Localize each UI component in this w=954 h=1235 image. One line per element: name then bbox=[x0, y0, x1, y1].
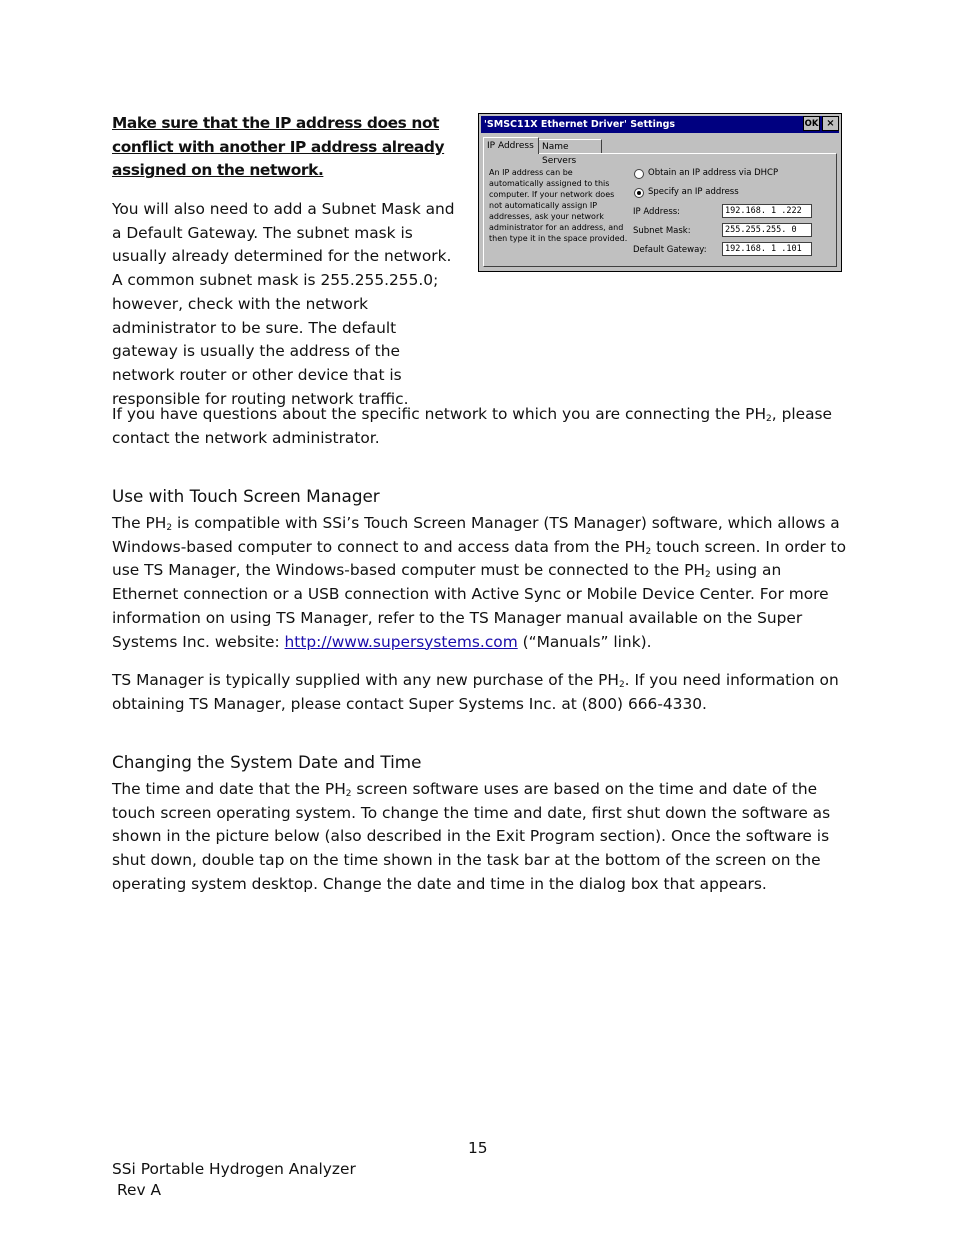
ts-supply-text-2: . If you need information on obtaining TS Manager, please contact Super Systems Inc. at (800) 666-4330. bbox=[112, 671, 839, 713]
ts-supply-text-1: TS Manager is typically supplied with any new purchase of the PH bbox=[112, 671, 619, 689]
ts-manager-heading: Use with Touch Screen Manager bbox=[112, 486, 380, 506]
dialog-title: 'SMSC11X Ethernet Driver' Settings bbox=[484, 119, 676, 130]
subnet-mask-label: Subnet Mask: bbox=[633, 226, 691, 236]
close-button[interactable] bbox=[822, 116, 839, 131]
date-time-paragraph bbox=[112, 778, 840, 897]
dialog-title-bar bbox=[481, 116, 839, 133]
ts-manager-paragraph bbox=[112, 512, 847, 654]
subscript: 2 bbox=[645, 546, 652, 557]
subscript: 2 bbox=[618, 680, 625, 690]
subscript: 2 bbox=[166, 523, 173, 533]
ip-address-field[interactable]: 192.168. 1 .222 bbox=[722, 204, 812, 218]
dialog-description: An IP address can be automatically assigned to this computer. If your network does not automatically assign IP addresses, ask your network administrator for an address, and then type it in the space provided. bbox=[489, 168, 628, 243]
date-time-heading: Changing the System Date and Time bbox=[112, 752, 422, 772]
subscript: 2 bbox=[345, 789, 352, 799]
default-gateway-field[interactable]: 192.168. 1 .101 bbox=[722, 242, 812, 256]
dhcp-radio-label: Obtain an IP address via DHCP bbox=[648, 168, 779, 178]
default-gateway-label: Default Gateway: bbox=[633, 245, 707, 255]
tab-name-servers[interactable]: Name Servers bbox=[538, 139, 602, 153]
warning-note: Make sure that the IP address does not conflict with another IP address already assigned on the network. bbox=[112, 114, 445, 180]
date-text-2: screen software uses are based on the time and date of the touch screen operating system. To change the time and date, first shut down the software as shown in the picture below (also described in the Exit Program section). Once the software is shut down, double tap on the time shown in the task bar at the bottom of the screen on the operating system desktop. Change the date and time in the dialog box that appears. bbox=[112, 780, 831, 893]
date-text-1: The time and date that the PH bbox=[112, 780, 346, 798]
ok-button[interactable]: OK bbox=[803, 116, 820, 131]
tab-ip-address[interactable]: IP Address bbox=[483, 137, 539, 154]
specify-ip-radio[interactable] bbox=[634, 188, 644, 198]
questions-text-1: If you have questions about the specific network to which you are connecting the PH bbox=[112, 405, 767, 423]
subnet-mask-field[interactable]: 255.255.255. 0 bbox=[722, 223, 812, 237]
ts-text: (“Manuals” link). bbox=[517, 632, 652, 651]
subscript: 2 bbox=[704, 570, 711, 581]
questions-text-2: , please contact the network administrator. bbox=[112, 405, 832, 447]
subscript: 2 bbox=[766, 414, 772, 424]
page-number: 15 bbox=[468, 1139, 488, 1157]
ts-supply-paragraph bbox=[112, 669, 842, 716]
footer-doc-title: SSi Portable Hydrogen Analyzer bbox=[112, 1160, 356, 1178]
subnet-paragraph: You will also need to add a Subnet Mask and a Default Gateway. The subnet mask is usually already determined for the network. A common subnet mask is 255.255.255.0; however, check with the network administrator to be sure. The default gateway is usually the address of the network router or other device that is responsible for routing network traffic. bbox=[112, 200, 455, 408]
close-icon: × bbox=[826, 118, 835, 129]
questions-paragraph bbox=[112, 403, 842, 450]
ts-text: using an Ethernet connection or a USB connection with Active Sync or Mobile Device Center. For more information on using TS Manager, refer to the TS Manager manual available on the Super Systems Inc. website: bbox=[112, 561, 829, 651]
ts-text: The PH bbox=[112, 514, 167, 532]
footer-revision: Rev A bbox=[117, 1181, 161, 1199]
ts-text: is compatible with SSi’s Touch Screen Manager (TS Manager) software, which allows a Windows-based computer to connect to and access data from the PH bbox=[112, 514, 840, 556]
ethernet-settings-dialog bbox=[478, 113, 842, 272]
specify-ip-radio-label: Specify an IP address bbox=[648, 187, 739, 197]
ts-text: touch screen. In order to use TS Manager, the Windows-based computer must be connected to the PH bbox=[112, 537, 846, 580]
supersystems-link[interactable]: http://www.supersystems.com bbox=[284, 632, 518, 651]
ip-address-label: IP Address: bbox=[633, 207, 681, 217]
dhcp-radio[interactable] bbox=[634, 169, 644, 179]
